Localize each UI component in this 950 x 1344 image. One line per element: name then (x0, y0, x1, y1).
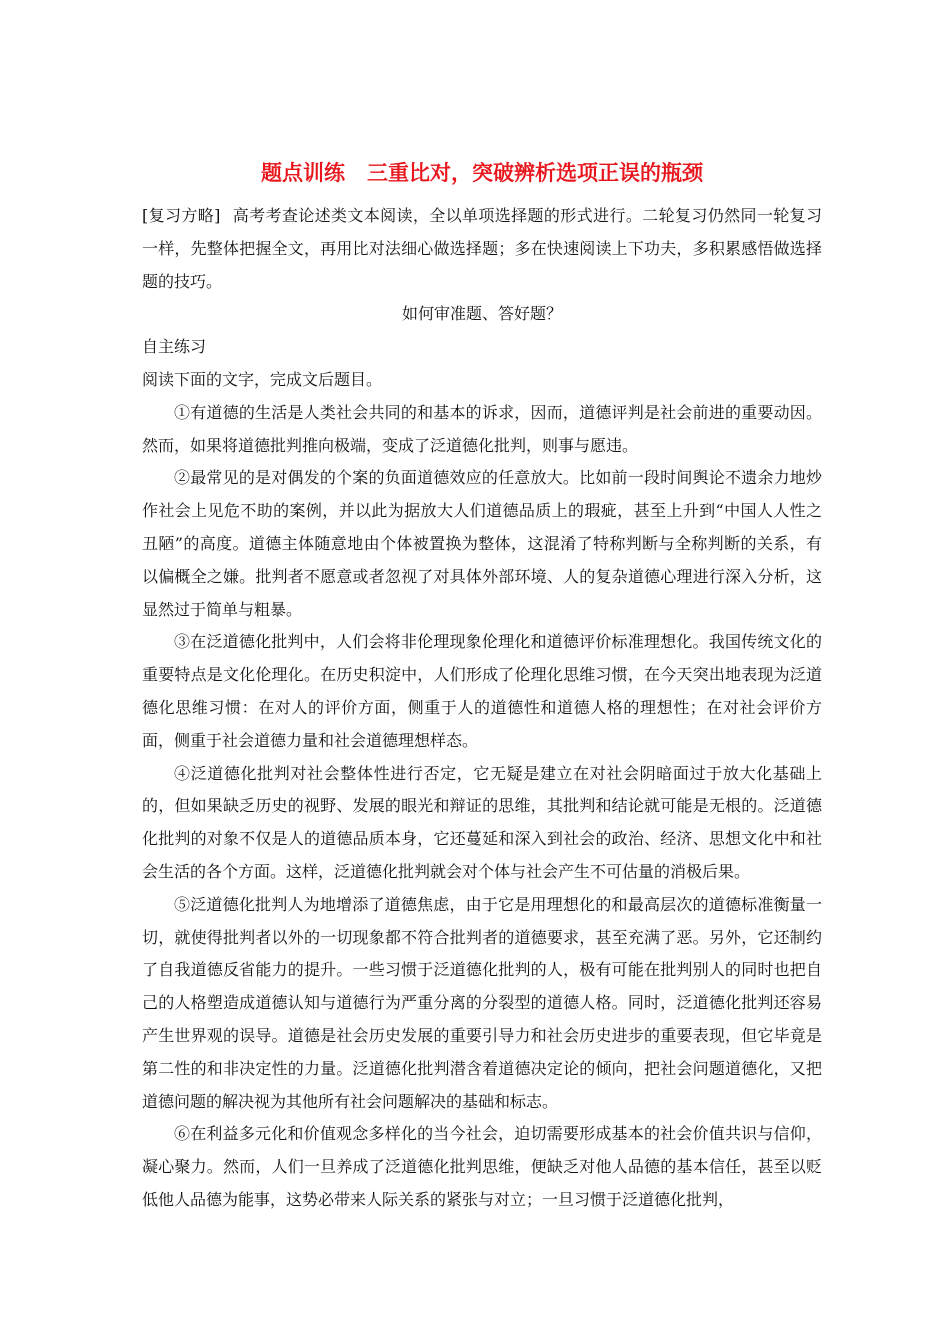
title-part-1: 题点训练 (261, 161, 345, 186)
paragraph-5: ⑤泛道德化批判人为地增添了道德焦虑，由于它是用理想化的和最高层次的道德标准衡量一切，就使得批判者以外的一切现象都不符合批判者的道德要求，甚至充满了恶。另外，它还制约了自我道德反省能力的提升。一些习惯于泛道德化批判的人，极有可能在批判别人的同时也把自己的人格塑造成道德认知与道德行为严重分离的分裂型的道德人格。同时，泛道德化批判还容易产生世界观的误导。道德是社会历史发展的重要引导力和社会历史进步的重要表现，但它毕竟是第二性的和非决定性的力量。泛道德化批判潜含着道德决定论的倾向，把社会问题道德化，又把道德问题的解决视为其他所有社会问题解决的基础和标志。 (142, 894, 822, 1111)
strategy-text: 高考考查论述类文本阅读，全以单项选择题的形式进行。二轮复习仍然同一轮复习一样，先整体把握全文，再用比对法细心做选择题；多在快速阅读上下功夫，多积累感悟做选择题的技巧。 (142, 206, 822, 291)
instruction: 阅读下面的文字，完成文后题目。 (142, 369, 383, 389)
paragraph-1: ①有道德的生活是人类社会共同的和基本的诉求，因而，道德评判是社会前进的重要动因。然而，如果将道德批判推向极端，变成了泛道德化批判，则事与愿违。 (142, 402, 822, 455)
page-title (142, 159, 822, 187)
paragraph-3: ③在泛道德化批判中，人们会将非伦理现象伦理化和道德评价标准理想化。我国传统文化的重要特点是文化伦理化。在历史积淀中，人们形成了伦理化思维习惯，在今天突出地表现为泛道德化思维习惯：在对人的评价方面，侧重于人的道德性和道德人格的理想性；在对社会评价方面，侧重于社会道德力量和社会道德理想样态。 (142, 632, 822, 750)
section-label: 自主练习 (142, 337, 207, 357)
strategy-tag: [复习方略] (142, 206, 221, 225)
document-body (142, 200, 822, 1217)
paragraph-2: ②最常见的是对偶发的个案的负面道德效应的任意放大。比如前一段时间舆论不遗余力地炒作社会上见危不助的案例，并以此为据放大人们道德品质上的瑕疵，甚至上升到“中国人人性之丑陋”的高度。道德主体随意地由个体被置换为整体，这混淆了特称判断与全称判断的关系，有以偏概全之嫌。批判者不愿意或者忽视了对具体外部环境、人的复杂道德心理进行深入分析，这显然过于简单与粗暴。 (142, 468, 822, 619)
paragraph-4: ④泛道德化批判对社会整体性进行否定，它无疑是建立在对社会阴暗面过于放大化基础上的，但如果缺乏历史的视野、发展的眼光和辩证的思维，其批判和结论就可能是无根的。泛道德化批判的对象不仅是人的道德品质本身，它还蔓延和深入到社会的政治、经济、思想文化中和社会生活的各个方面。这样，泛道德化批判就会对个体与社会产生不可估量的消极后果。 (142, 763, 822, 881)
review-strategy (142, 200, 822, 298)
paragraph-6: ⑥在利益多元化和价值观念多样化的当今社会，迫切需要形成基本的社会价值共识与信仰，凝心聚力。然而，人们一旦养成了泛道德化批判思维，便缺乏对他人品德的基本信任，甚至以贬低他人品德为能事，这势必带来人际关系的紧张与对立；一旦习惯于泛道德化批判， (142, 1124, 822, 1209)
title-part-2: 三重比对，突破辨析选项正误的瓶颈 (367, 161, 703, 186)
subheading: 如何审准题、答好题？ (401, 304, 562, 324)
